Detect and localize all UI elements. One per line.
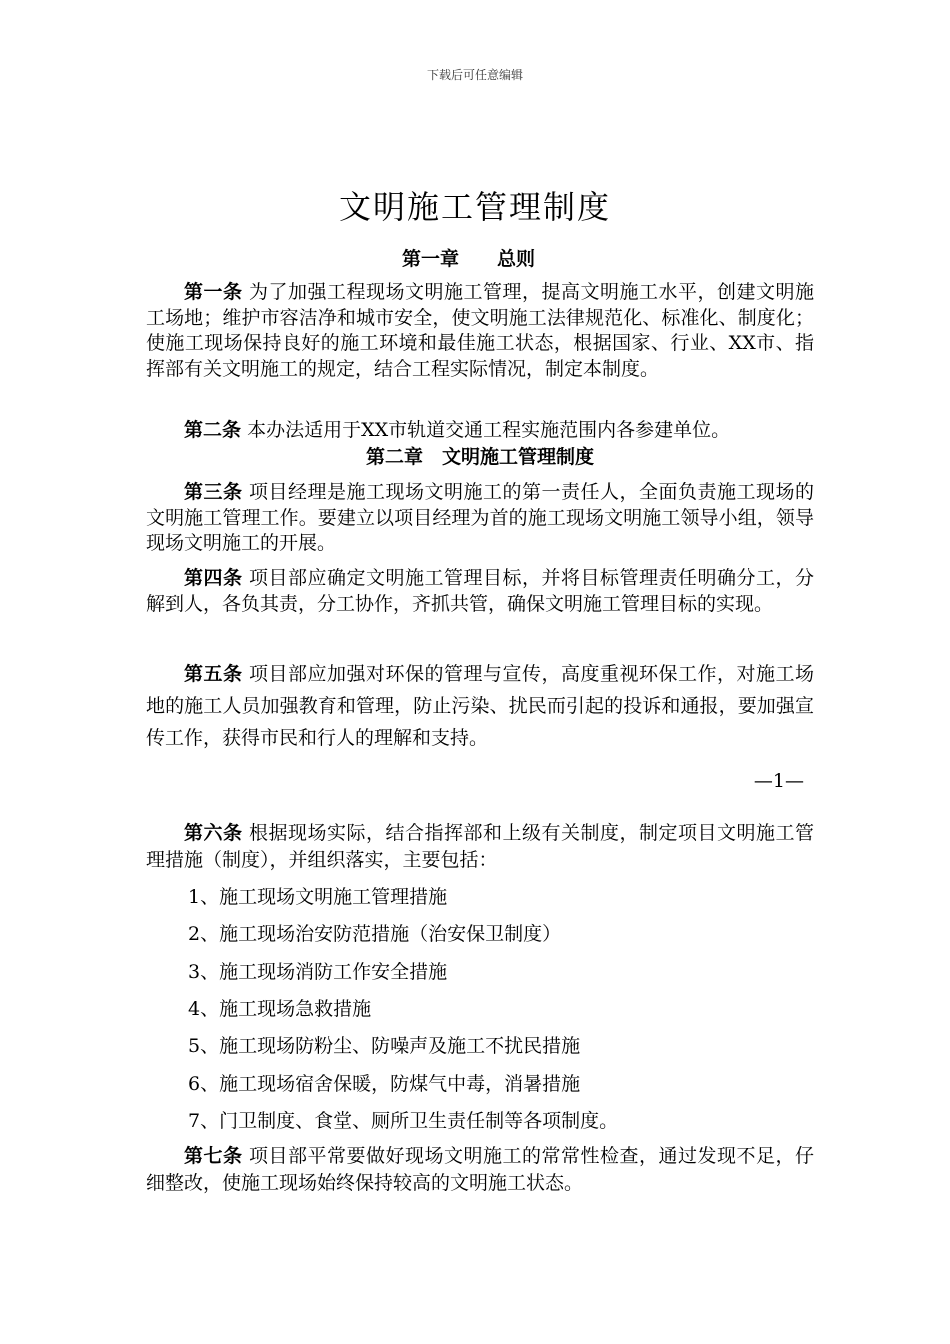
- list-item: 5、施工现场防粉尘、防噪声及施工不扰民措施: [188, 1035, 581, 1057]
- article-3: [146, 480, 814, 557]
- article-5: [146, 658, 814, 754]
- article-text: 项目部应加强对环保的管理与宣传，高度重视环保工作，对施工场地的施工人员加强教育和管理，防止污染、扰民而引起的投诉和通报，要加强宣传工作，获得市民和行人的理解和支持。: [146, 663, 814, 749]
- article-text: 为了加强工程现场文明施工管理，提高文明施工水平，创建文明施工场地；维护市容洁净和城市安全，使文明施工法律规范化、标准化、制度化；使施工现场保持良好的施工环境和最佳施工状态，根据国家、行业、XX市、指挥部有关文明施工的规定，结合工程实际情况，制定本制度。: [146, 281, 814, 380]
- article-2: [146, 418, 814, 444]
- chapter-heading: 第一章 总则: [402, 248, 536, 270]
- article-number: 第一条: [184, 281, 243, 303]
- article-4: [146, 566, 814, 617]
- article-number: 第五条: [184, 663, 243, 685]
- article-text: 项目部平常要做好现场文明施工的常常性检查，通过发现不足，仔细整改，使施工现场始终保持较高的文明施工状态。: [146, 1145, 814, 1194]
- page-number: —1—: [753, 770, 804, 792]
- article-number: 第六条: [184, 822, 243, 844]
- article-number: 第三条: [184, 481, 243, 503]
- article-text: 本办法适用于XX市轨道交通工程实施范围内各参建单位。: [247, 419, 731, 441]
- article-7: [146, 1143, 814, 1197]
- document-title: 文明施工管理制度: [338, 188, 611, 226]
- list-item: 4、施工现场急救措施: [188, 998, 372, 1020]
- list-item: 2、施工现场治安防范措施（治安保卫制度）: [188, 923, 562, 945]
- article-text: 项目经理是施工现场文明施工的第一责任人，全面负责施工现场的文明施工管理工作。要建立以项目经理为首的施工现场文明施工领导小组，领导现场文明施工的开展。: [146, 481, 814, 554]
- article-6: [146, 820, 814, 874]
- article-number: 第二条: [184, 419, 242, 441]
- article-text: 根据现场实际，结合指挥部和上级有关制度，制定项目文明施工管理措施（制度），并组织落实，主要包括：: [146, 822, 814, 871]
- header-note: 下载后可任意编辑: [426, 68, 523, 82]
- article-number: 第七条: [184, 1145, 243, 1167]
- list-item: 7、门卫制度、食堂、厕所卫生责任制等各项制度。: [188, 1110, 619, 1132]
- list-item: 1、施工现场文明施工管理措施: [188, 886, 448, 908]
- article-text: 项目部应确定文明施工管理目标，并将目标管理责任明确分工，分解到人，各负其责，分工协作，齐抓共管，确保文明施工管理目标的实现。: [146, 567, 814, 615]
- list-item: 6、施工现场宿舍保暖，防煤气中毒，消暑措施: [188, 1073, 581, 1095]
- article-number: 第四条: [184, 567, 243, 589]
- list-item: 3、施工现场消防工作安全措施: [188, 961, 448, 983]
- chapter-heading: 第二章 文明施工管理制度: [366, 446, 595, 468]
- article-1: [146, 280, 814, 382]
